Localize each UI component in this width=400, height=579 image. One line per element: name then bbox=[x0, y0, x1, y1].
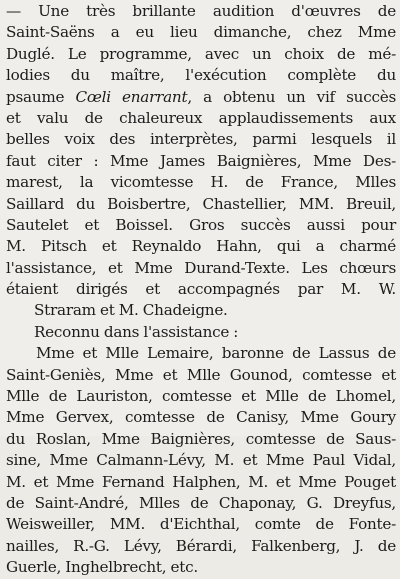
text-line: Mlle de Lauriston, comtesse et Mlle de Lhomel, bbox=[6, 387, 396, 406]
psalm-title: Cœli enarrant bbox=[75, 87, 188, 106]
text-line: Saint-Saëns a eu lieu dimanche, chez Mme bbox=[6, 23, 396, 42]
text-line: psaume Cœli enarrant, a obtenu un vif succès bbox=[6, 87, 396, 106]
text-line: — Une très brillante audition d'œuvres de bbox=[6, 2, 396, 20]
text-line: Saint-Geniès, Mme et Mlle Gounod, comtesse et bbox=[6, 365, 396, 384]
text-line: faut citer : Mme James Baignières, Mme Des- bbox=[6, 151, 396, 170]
text-line: sine, Mme Calmann-Lévy, M. et Mme Paul Vidal, bbox=[6, 451, 396, 470]
text-line: de Saint-André, Mlles de Chaponay, G. Dreyfus, bbox=[6, 493, 396, 512]
text-line: Saillard du Boisbertre, Chastellier, MM. Breuil, bbox=[6, 194, 396, 213]
text-line: nailles, R.-G. Lévy, Bérardi, Falkenberg, J. de bbox=[6, 536, 396, 555]
text-line: M. et Mme Fernand Halphen, M. et Mme Pouget bbox=[6, 472, 396, 491]
text-line: Duglé. Le programme, avec un choix de mé- bbox=[6, 44, 396, 63]
text-line: étaient dirigés et accompagnés par M. W. bbox=[6, 280, 396, 299]
text-line: l'assistance, et Mme Durand-Texte. Les chœurs bbox=[6, 258, 396, 277]
text-line: M. Pitsch et Reynaldo Hahn, qui a charmé bbox=[6, 237, 396, 256]
text-line: Mme et Mlle Lemaire, baronne de Lassus de bbox=[36, 344, 396, 363]
text-line: belles voix des interprètes, parmi lesquels il bbox=[6, 130, 396, 149]
text-line: Guerle, Inghelbrecht, etc. bbox=[6, 558, 198, 577]
text-line: marest, la vicomtesse H. de France, Mlles bbox=[6, 173, 396, 192]
section-heading: Reconnu dans l'assistance : bbox=[34, 322, 239, 341]
text-line: et valu de chaleureux applaudissements aux bbox=[6, 108, 396, 127]
text-line: Weisweiller, MM. d'Eichthal, comte de Fonte- bbox=[6, 515, 396, 534]
text-line: Mme Gervex, comtesse de Canisy, Mme Goury bbox=[6, 408, 396, 427]
text-line: Straram et M. Chadeigne. bbox=[34, 301, 228, 320]
text-line: Sautelet et Boissel. Gros succès aussi pour bbox=[6, 215, 396, 234]
text-line: lodies du maître, l'exécution complète du bbox=[6, 66, 396, 85]
text-line: du Roslan, Mme Baignières, comtesse de Saus- bbox=[6, 429, 396, 448]
